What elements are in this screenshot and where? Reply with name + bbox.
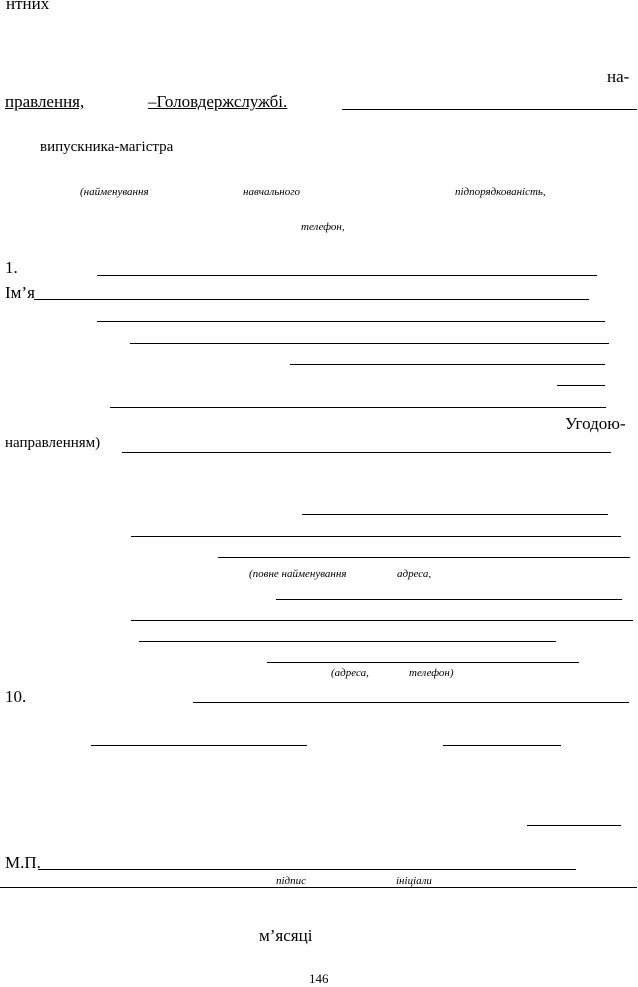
hint-edu: навчального xyxy=(243,186,301,198)
hint-signature: підпис xyxy=(276,875,307,887)
line-1 xyxy=(97,275,597,276)
line-14 xyxy=(267,662,579,663)
name-label: Ім’я xyxy=(5,283,35,302)
line-agreement xyxy=(122,452,611,453)
mp-label: М.П. xyxy=(5,853,41,872)
hint-phone-2: телефон) xyxy=(409,667,454,679)
hint-name: (найменування xyxy=(80,186,149,198)
line-16 xyxy=(443,745,561,746)
line-6 xyxy=(557,385,605,386)
hint-initials: ініціали xyxy=(396,875,432,887)
direction-tail-text: на- xyxy=(607,67,630,86)
agreement-text: Угодою- xyxy=(565,414,626,433)
hint-phone: телефон, xyxy=(301,221,345,233)
hint-subordination: підпорядкованість, xyxy=(455,186,546,198)
line-11 xyxy=(276,599,622,600)
line-15 xyxy=(91,745,307,746)
line-5 xyxy=(290,364,605,365)
bottom-rule xyxy=(0,887,637,888)
line-7 xyxy=(110,407,606,408)
hint-address: адреса, xyxy=(397,568,432,580)
line-9 xyxy=(131,536,621,537)
agreement-continued-text: направленням) xyxy=(5,435,101,451)
page-number: 146 xyxy=(309,971,329,986)
item-1-label: 1. xyxy=(5,258,18,277)
hint-address-2: (адреса, xyxy=(331,667,369,679)
line-10 xyxy=(218,557,630,558)
line-12 xyxy=(131,620,633,621)
months-text: м’ясяці xyxy=(259,926,313,945)
direction-line xyxy=(342,109,637,110)
line-3 xyxy=(97,321,605,322)
top-fragment-text: нтних xyxy=(6,0,50,13)
line-4 xyxy=(130,343,609,344)
item-10-label: 10. xyxy=(5,687,27,706)
line-signature xyxy=(38,869,576,870)
graduate-text: випускника-магістра xyxy=(40,139,174,155)
line-13 xyxy=(139,641,556,642)
line-8 xyxy=(302,514,608,515)
line-name xyxy=(34,299,589,300)
direction-word-text: правлення, xyxy=(5,92,85,111)
hint-full-name: (повне найменування xyxy=(249,568,347,580)
line-17 xyxy=(527,825,621,826)
holovderzh-text: –Головдержслужбі. xyxy=(148,92,288,111)
line-item-10 xyxy=(193,702,629,703)
